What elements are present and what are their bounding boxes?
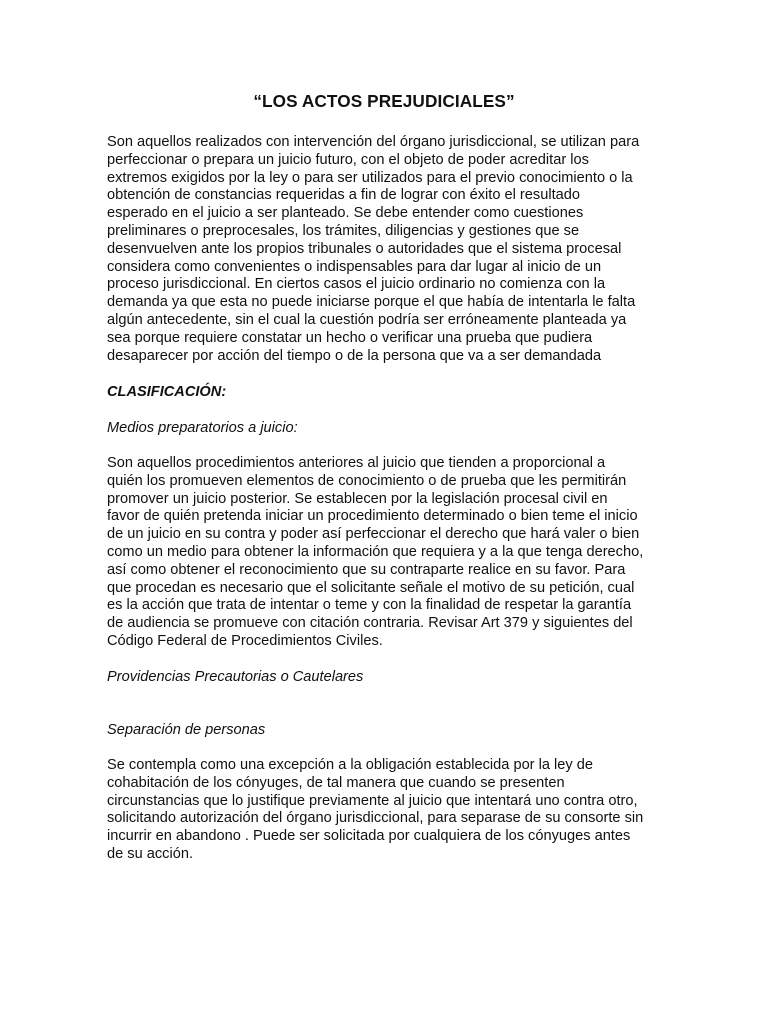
text-line: considera como convenientes o indispensables para dar lugar al inicio de un [107,258,602,275]
text-line: quién los promueven elementos de conocimiento o de prueba que les permitirán [107,472,627,489]
text-line: perfeccionar o prepara un juicio futuro, con el objeto de poder acreditar los [107,151,589,168]
text-line: obtención de constancias requeridas a fin de lograr con éxito el resultado [107,187,580,204]
text-line: Código Federal de Procedimientos Civiles. [107,632,383,649]
text-line: incurrir en abandono . Puede ser solicitada por cualquiera de los cónyuges antes [107,828,631,845]
text-line: promover un juicio posterior. Se establecen por la legislación procesal civil en [107,490,608,507]
text-line: Son aquellos procedimientos anteriores al juicio que tienden a proporcional a [107,455,606,471]
text-line: solicitando autorización del órgano jurisdiccional, para separase de su consorte sin [107,810,644,827]
text-line: desaparecer por acción del tiempo o de la persona que va a ser demandada [107,347,602,364]
separacion-heading: Separación de personas [107,722,266,738]
providencias-heading: Providencias Precautorias o Cautelares [107,669,364,685]
text-line: es la acción que trata de intentar o teme y con la finalidad de respetar la garantía [107,597,632,614]
text-line: de su acción. [107,845,193,862]
text-line: de un juicio en su contra y poder así perfeccionar el derecho que hará valer o bien [107,526,640,543]
intro-paragraph [107,134,667,365]
text-line: como un medio para obtener la información que requiera y a la que tenga derecho, [107,543,644,560]
text-line: proceso jurisdiccional. En ciertos casos el juicio ordinario no comienza con la [107,276,606,293]
clasificacion-heading: CLASIFICACIÓN: [107,384,227,400]
medios-heading: Medios preparatorios a juicio: [107,420,298,436]
text-line: desenvuelven ante los propios tribunales o autoridades que el sistema procesal [107,240,622,257]
text-line: circunstancias que lo justifique previamente al juicio que intentará uno contra otro, [107,792,638,809]
text-line: algún antecedente, sin el cual la cuestión podría ser erróneamente planteada ya [107,311,627,328]
text-line: extremos exigidos por la ley o para ser utilizados para el previo conocimiento o la [107,169,633,186]
text-line: esperado en el juicio a ser planteado. Se debe entender como cuestiones [107,205,584,222]
document-title: “LOS ACTOS PREJUDICIALES” [253,91,515,111]
text-line: que procedan es necesario que el solicitante señale el motivo de su petición, cual [107,579,635,596]
text-line: Son aquellos realizados con intervención del órgano jurisdiccional, se utilizan para [107,134,640,150]
text-line: cohabitación de los cónyuges, de tal manera que cuando se presenten [107,774,565,791]
text-line: de audiencia se promueve con citación contraria. Revisar Art 379 y siguientes del [107,615,633,632]
medios-paragraph [107,455,667,651]
text-line: preliminares o preprocesales, los trámites, diligencias y gestiones que se [107,222,580,239]
text-line: así como obtener el reconocimiento que su contraparte realice en su favor. Para [107,561,626,578]
text-line: favor de quién pretenda iniciar un procedimiento determinado o bien teme el inicio [107,508,638,525]
separacion-paragraph [107,757,667,864]
text-line: Se contempla como una excepción a la obligación establecida por la ley de [107,757,593,773]
text-line: demanda ya que esta no puede iniciarse porque el que había de intentarla le falta [107,294,636,311]
text-line: sea porque requiere constatar un hecho o verificar una prueba que pudiera [107,329,593,346]
